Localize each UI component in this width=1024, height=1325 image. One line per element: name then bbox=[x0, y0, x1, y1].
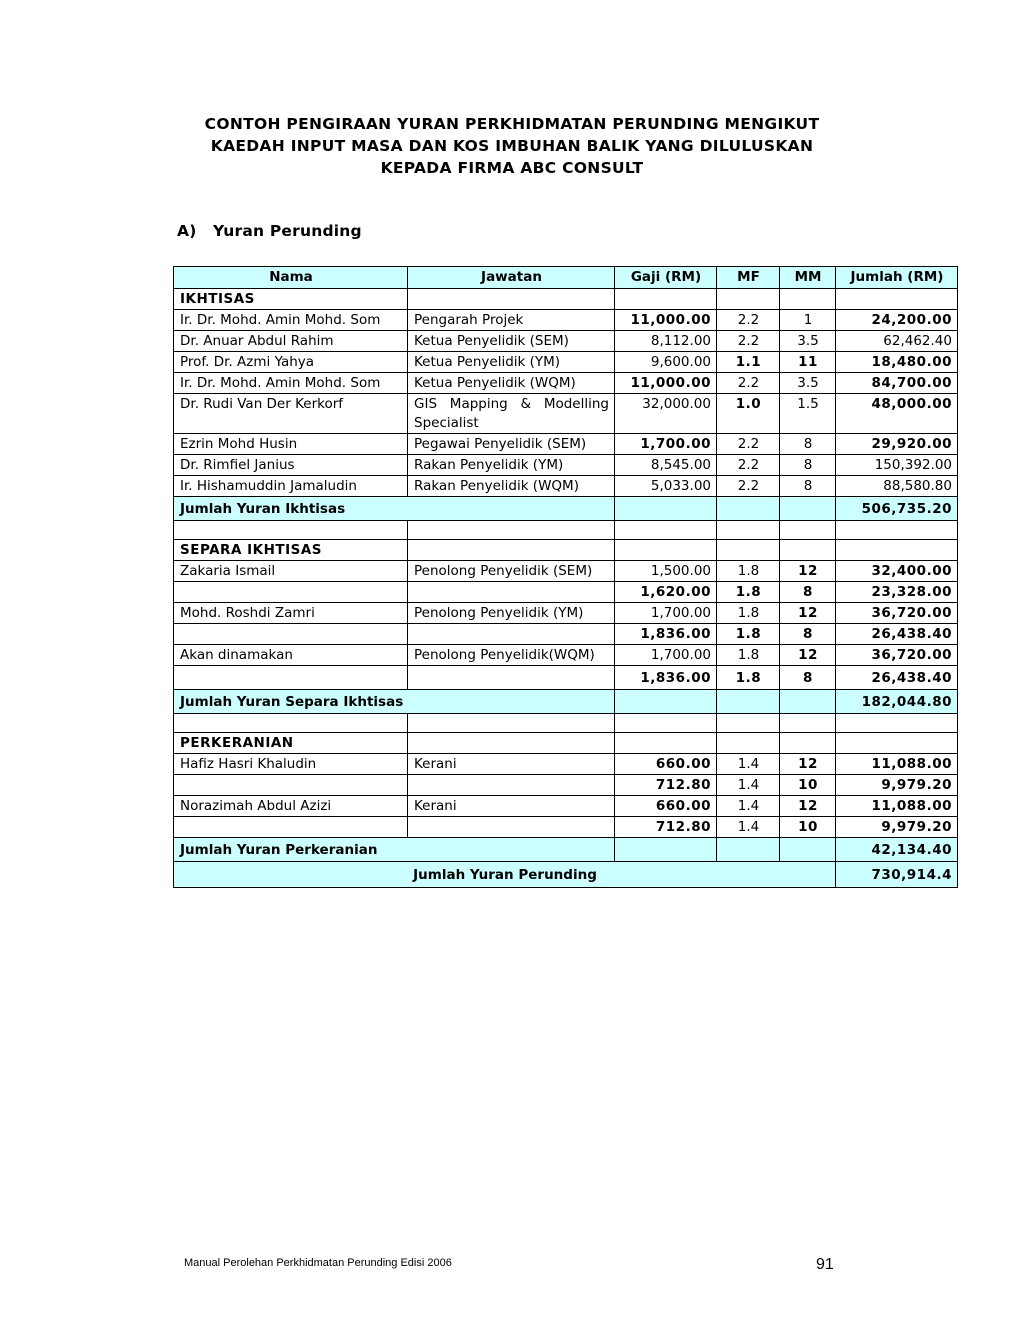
cell-gaji: 32,000.00 bbox=[615, 394, 717, 434]
cell-nama: Akan dinamakan bbox=[174, 645, 408, 666]
cell-jawatan: Ketua Penyelidik (YM) bbox=[408, 352, 615, 373]
spacer-row bbox=[174, 714, 958, 733]
cell-mm: 8 bbox=[780, 476, 836, 497]
cell-mm: 10 bbox=[780, 817, 836, 838]
cell-nama: Dr. Rudi Van Der Kerkorf bbox=[174, 394, 408, 434]
cell-mf: 1.8 bbox=[717, 624, 780, 645]
cell-nama: Prof. Dr. Azmi Yahya bbox=[174, 352, 408, 373]
spacer-row bbox=[174, 521, 958, 540]
grand-total-label: Jumlah Yuran Perunding bbox=[174, 862, 836, 888]
cell-jumlah: 62,462.40 bbox=[836, 331, 958, 352]
cell-jumlah: 11,088.00 bbox=[836, 754, 958, 775]
cell-jawatan: Pengarah Projek bbox=[408, 310, 615, 331]
cell-mf: 1.4 bbox=[717, 817, 780, 838]
cell-mf: 1.8 bbox=[717, 582, 780, 603]
cell-nama bbox=[174, 624, 408, 645]
cell-jumlah: 36,720.00 bbox=[836, 603, 958, 624]
table-row bbox=[174, 394, 958, 434]
cell-mm: 3.5 bbox=[780, 331, 836, 352]
table-row bbox=[174, 582, 958, 603]
cell-gaji: 11,000.00 bbox=[615, 373, 717, 394]
group-row-ikhtisas bbox=[174, 289, 958, 310]
cell-mm: 12 bbox=[780, 796, 836, 817]
subtotal-label: Jumlah Yuran Separa Ikhtisas bbox=[174, 690, 615, 714]
table-row bbox=[174, 775, 958, 796]
table-row bbox=[174, 331, 958, 352]
cell-mf: 1.4 bbox=[717, 775, 780, 796]
title-line-2: KAEDAH INPUT MASA DAN KOS IMBUHAN BALIK YANG DILULUSKAN bbox=[210, 137, 814, 155]
section-letter: A) bbox=[177, 222, 197, 240]
cell-mf: 2.2 bbox=[717, 310, 780, 331]
title-line-1: CONTOH PENGIRAAN YURAN PERKHIDMATAN PERUNDING MENGIKUT bbox=[204, 115, 820, 133]
subtotal-value: 506,735.20 bbox=[836, 497, 958, 521]
cell-mm: 11 bbox=[780, 352, 836, 373]
cell-mf: 1.8 bbox=[717, 645, 780, 666]
cell-gaji: 712.80 bbox=[615, 817, 717, 838]
header-jumlah: Jumlah (RM) bbox=[836, 267, 958, 289]
cell-mm: 8 bbox=[780, 582, 836, 603]
cell-jumlah: 84,700.00 bbox=[836, 373, 958, 394]
cell-nama: Mohd. Roshdi Zamri bbox=[174, 603, 408, 624]
cell-jawatan: Kerani bbox=[408, 796, 615, 817]
cell-mm: 1 bbox=[780, 310, 836, 331]
table-row bbox=[174, 310, 958, 331]
cell-gaji: 1,500.00 bbox=[615, 561, 717, 582]
cell-jumlah: 9,979.20 bbox=[836, 775, 958, 796]
cell-mf: 2.2 bbox=[717, 373, 780, 394]
cell-mm: 8 bbox=[780, 434, 836, 455]
header-mf: MF bbox=[717, 267, 780, 289]
table-row bbox=[174, 373, 958, 394]
cell-gaji: 1,836.00 bbox=[615, 624, 717, 645]
section-title: Yuran Perunding bbox=[213, 222, 362, 240]
cell-gaji: 9,600.00 bbox=[615, 352, 717, 373]
cell-jumlah: 18,480.00 bbox=[836, 352, 958, 373]
table-row bbox=[174, 603, 958, 624]
cell-jumlah: 88,580.80 bbox=[836, 476, 958, 497]
table-row bbox=[174, 561, 958, 582]
cell-jawatan: Rakan Penyelidik (WQM) bbox=[408, 476, 615, 497]
table-row bbox=[174, 754, 958, 775]
cell-mm: 1.5 bbox=[780, 394, 836, 434]
table-row bbox=[174, 455, 958, 476]
subtotal-label: Jumlah Yuran Perkeranian bbox=[174, 838, 615, 862]
fee-table bbox=[173, 266, 958, 888]
cell-mm: 12 bbox=[780, 603, 836, 624]
subtotal-label: Jumlah Yuran Ikhtisas bbox=[174, 497, 615, 521]
cell-jumlah: 48,000.00 bbox=[836, 394, 958, 434]
grand-total-value: 730,914.4 bbox=[836, 862, 958, 888]
table-row bbox=[174, 352, 958, 373]
cell-nama bbox=[174, 817, 408, 838]
cell-gaji: 712.80 bbox=[615, 775, 717, 796]
cell-mf: 1.8 bbox=[717, 561, 780, 582]
cell-gaji: 8,112.00 bbox=[615, 331, 717, 352]
header-nama: Nama bbox=[174, 267, 408, 289]
cell-mm: 8 bbox=[780, 624, 836, 645]
cell-jawatan: GIS Mapping & Modelling Specialist bbox=[408, 394, 615, 434]
cell-nama: Ir. Dr. Mohd. Amin Mohd. Som bbox=[174, 310, 408, 331]
cell-mm: 8 bbox=[780, 455, 836, 476]
cell-jawatan: Ketua Penyelidik (WQM) bbox=[408, 373, 615, 394]
subtotal-value: 42,134.40 bbox=[836, 838, 958, 862]
header-mm: MM bbox=[780, 267, 836, 289]
cell-jumlah: 32,400.00 bbox=[836, 561, 958, 582]
cell-jawatan: Kerani bbox=[408, 754, 615, 775]
cell-mm: 12 bbox=[780, 561, 836, 582]
cell-mf: 1.4 bbox=[717, 796, 780, 817]
group-label: SEPARA IKHTISAS bbox=[174, 540, 408, 561]
section-heading bbox=[177, 222, 362, 240]
group-label: IKHTISAS bbox=[174, 289, 408, 310]
cell-jawatan: Penolong Penyelidik (YM) bbox=[408, 603, 615, 624]
cell-mf: 2.2 bbox=[717, 434, 780, 455]
cell-mf: 1.4 bbox=[717, 754, 780, 775]
cell-gaji: 8,545.00 bbox=[615, 455, 717, 476]
cell-mf: 1.0 bbox=[717, 394, 780, 434]
cell-gaji: 1,620.00 bbox=[615, 582, 717, 603]
table-row bbox=[174, 476, 958, 497]
cell-jumlah: 23,328.00 bbox=[836, 582, 958, 603]
header-gaji: Gaji (RM) bbox=[615, 267, 717, 289]
table-row bbox=[174, 434, 958, 455]
cell-gaji: 1,700.00 bbox=[615, 434, 717, 455]
cell-gaji: 1,700.00 bbox=[615, 645, 717, 666]
cell-mm: 3.5 bbox=[780, 373, 836, 394]
cell-nama: Ir. Dr. Mohd. Amin Mohd. Som bbox=[174, 373, 408, 394]
subtotal-row-perkeranian bbox=[174, 838, 958, 862]
cell-mm: 10 bbox=[780, 775, 836, 796]
cell-jawatan: Ketua Penyelidik (SEM) bbox=[408, 331, 615, 352]
group-row-perkeranian bbox=[174, 733, 958, 754]
cell-nama: Hafiz Hasri Khaludin bbox=[174, 754, 408, 775]
cell-mf: 2.2 bbox=[717, 476, 780, 497]
cell-mm: 12 bbox=[780, 754, 836, 775]
cell-nama: Norazimah Abdul Azizi bbox=[174, 796, 408, 817]
group-label: PERKERANIAN bbox=[174, 733, 408, 754]
cell-jawatan bbox=[408, 666, 615, 690]
subtotal-row-ikhtisas bbox=[174, 497, 958, 521]
cell-jawatan bbox=[408, 624, 615, 645]
cell-mm: 12 bbox=[780, 645, 836, 666]
cell-mm: 8 bbox=[780, 666, 836, 690]
cell-mf: 1.8 bbox=[717, 603, 780, 624]
group-row-separa-ikhtisas bbox=[174, 540, 958, 561]
cell-jumlah: 26,438.40 bbox=[836, 666, 958, 690]
cell-jawatan: Rakan Penyelidik (YM) bbox=[408, 455, 615, 476]
cell-gaji: 1,700.00 bbox=[615, 603, 717, 624]
table-row bbox=[174, 645, 958, 666]
page-number: 91 bbox=[816, 1256, 834, 1273]
cell-jawatan: Penolong Penyelidik (SEM) bbox=[408, 561, 615, 582]
cell-gaji: 1,836.00 bbox=[615, 666, 717, 690]
cell-jawatan: Pegawai Penyelidik (SEM) bbox=[408, 434, 615, 455]
cell-jumlah: 26,438.40 bbox=[836, 624, 958, 645]
cell-jawatan: Penolong Penyelidik(WQM) bbox=[408, 645, 615, 666]
header-jawatan: Jawatan bbox=[408, 267, 615, 289]
cell-jumlah: 36,720.00 bbox=[836, 645, 958, 666]
cell-mf: 1.1 bbox=[717, 352, 780, 373]
cell-jumlah: 11,088.00 bbox=[836, 796, 958, 817]
cell-nama: Zakaria Ismail bbox=[174, 561, 408, 582]
table-row bbox=[174, 817, 958, 838]
cell-jawatan bbox=[408, 582, 615, 603]
subtotal-value: 182,044.80 bbox=[836, 690, 958, 714]
cell-jumlah: 29,920.00 bbox=[836, 434, 958, 455]
cell-jawatan bbox=[408, 775, 615, 796]
cell-jawatan bbox=[408, 817, 615, 838]
cell-nama: Ir. Hishamuddin Jamaludin bbox=[174, 476, 408, 497]
cell-gaji: 660.00 bbox=[615, 754, 717, 775]
cell-mf: 2.2 bbox=[717, 331, 780, 352]
table-row bbox=[174, 624, 958, 645]
cell-nama: Dr. Rimfiel Janius bbox=[174, 455, 408, 476]
title-line-3: KEPADA FIRMA ABC CONSULT bbox=[380, 159, 644, 177]
subtotal-row-separa-ikhtisas bbox=[174, 690, 958, 714]
cell-jumlah: 150,392.00 bbox=[836, 455, 958, 476]
footer-text: Manual Perolehan Perkhidmatan Perunding Edisi 2006 bbox=[184, 1257, 452, 1269]
cell-gaji: 5,033.00 bbox=[615, 476, 717, 497]
cell-gaji: 11,000.00 bbox=[615, 310, 717, 331]
grand-total-row bbox=[174, 862, 958, 888]
table-header-row bbox=[174, 267, 958, 289]
cell-jumlah: 24,200.00 bbox=[836, 310, 958, 331]
cell-nama bbox=[174, 582, 408, 603]
page-title bbox=[150, 113, 874, 179]
cell-jumlah: 9,979.20 bbox=[836, 817, 958, 838]
table-row bbox=[174, 796, 958, 817]
cell-mf: 1.8 bbox=[717, 666, 780, 690]
cell-mf: 2.2 bbox=[717, 455, 780, 476]
cell-gaji: 660.00 bbox=[615, 796, 717, 817]
table-row bbox=[174, 666, 958, 690]
cell-nama bbox=[174, 775, 408, 796]
cell-nama: Dr. Anuar Abdul Rahim bbox=[174, 331, 408, 352]
cell-nama: Ezrin Mohd Husin bbox=[174, 434, 408, 455]
cell-nama bbox=[174, 666, 408, 690]
